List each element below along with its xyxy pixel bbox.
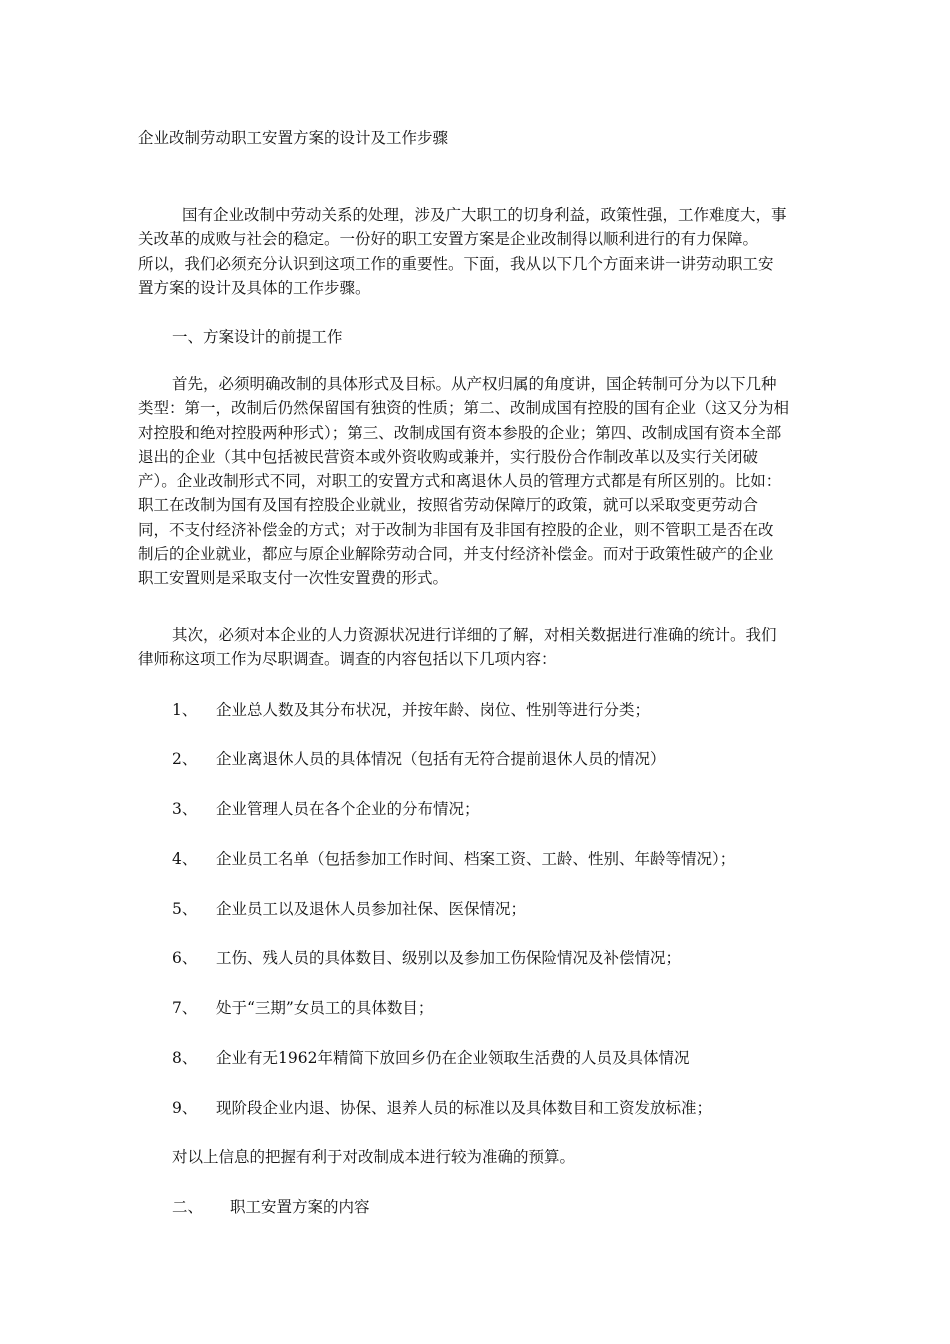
first-para-line: 首先，必须明确改制的具体形式及目标。从产权归属的角度讲，国企转制可分为以下几种	[172, 375, 777, 393]
intro-line: 所以，我们必须充分认识到这项工作的重要性。下面，我从以下几个方面来讲一讲劳动职工安	[138, 254, 774, 273]
first-para-line: 退出的企业（其中包括被民营资本或外资收购或兼并，实行股份合作制改革以及实行关闭破	[138, 447, 759, 466]
list-item	[172, 748, 666, 770]
closing-sentence: 对以上信息的把握有利于对改制成本进行较为准确的预算。	[172, 1148, 576, 1166]
list-item	[172, 947, 681, 969]
list-number: 8、	[172, 1049, 198, 1067]
list-text: 企业员工以及退休人员参加社保、医保情况；	[216, 900, 527, 918]
list-item	[172, 1047, 689, 1069]
list-number: 9、	[172, 1099, 198, 1117]
list-number: 3、	[172, 800, 198, 818]
document-title: 企业改制劳动职工安置方案的设计及工作步骤	[138, 129, 449, 147]
list-number: 2、	[172, 750, 198, 768]
list-item	[172, 699, 650, 721]
section-2-title: 职工安置方案的内容	[230, 1198, 370, 1216]
first-para-line: 对控股和绝对控股两种形式）；第三、改制成国有资本参股的企业；第四、改制成国有资本全部	[138, 423, 782, 442]
first-para-line: 职工在改制为国有及国有控股企业就业，按照省劳动保障厅的政策，就可以采取变更劳动合	[138, 496, 759, 515]
list-number: 5、	[172, 900, 198, 918]
first-para-line: 同，不支付经济补偿金的方式；对于改制为非国有及非国有控股的企业，则不管职工是否在改	[138, 520, 774, 539]
list-item	[172, 997, 433, 1019]
list-number: 6、	[172, 949, 198, 967]
list-text: 企业有无1962年精简下放回乡仍在企业领取生活费的人员及具体情况	[216, 1049, 690, 1067]
list-text: 企业员工名单（包括参加工作时间、档案工资、工龄、性别、年龄等情况）；	[216, 850, 736, 868]
list-number: 1、	[172, 701, 198, 719]
intro-paragraph	[138, 203, 814, 300]
second-paragraph	[138, 623, 814, 672]
list-text: 现阶段企业内退、协保、退养人员的标准以及具体数目和工资发放标准；	[216, 1099, 713, 1117]
second-para-line: 律师称这项工作为尽职调查。调查的内容包括以下几项内容：	[138, 650, 557, 669]
list-number: 4、	[172, 850, 198, 868]
list-text: 企业离退休人员的具体情况（包括有无符合提前退休人员的情况）	[216, 750, 666, 768]
intro-line: 国有企业改制中劳动关系的处理，涉及广大职工的切身利益，政策性强，工作难度大，事	[182, 206, 787, 224]
list-text: 企业总人数及其分布状况，并按年龄、岗位、性别等进行分类；	[216, 701, 651, 719]
list-item	[172, 848, 735, 870]
list-text: 企业管理人员在各个企业的分布情况；	[216, 800, 480, 818]
list-item	[172, 798, 480, 820]
intro-line: 关改革的成败与社会的稳定。一份好的职工安置方案是企业改制得以顺利进行的有力保障。	[138, 230, 759, 249]
first-paragraph	[138, 372, 814, 591]
first-para-line: 产）。企业改制形式不同，对职工的安置方式和离退休人员的管理方式都是有所区别的。比如：	[138, 472, 782, 491]
list-item	[172, 898, 526, 920]
first-para-line: 制后的企业就业，都应与原企业解除劳动合同，并支付经济补偿金。而对于政策性破产的企业	[138, 545, 774, 564]
second-para-line: 其次，必须对本企业的人力资源状况进行详细的了解，对相关数据进行准确的统计。我们	[172, 626, 777, 644]
section-1-heading: 一、方案设计的前提工作	[172, 328, 343, 346]
intro-line: 置方案的设计及具体的工作步骤。	[138, 278, 371, 297]
list-text: 处于“三期”女员工的具体数目；	[216, 999, 434, 1017]
first-para-line: 职工安置则是采取支付一次性安置费的形式。	[138, 569, 449, 588]
list-number: 7、	[172, 999, 198, 1017]
first-para-line: 类型：第一，改制后仍然保留国有独资的性质；第二、改制成国有控股的国有企业（这又分为相	[138, 399, 790, 418]
section-2-number: 二、	[172, 1198, 204, 1216]
list-item	[172, 1097, 712, 1119]
section-2-heading	[172, 1196, 370, 1218]
list-text: 工伤、残人员的具体数目、级别以及参加工伤保险情况及补偿情况；	[216, 949, 682, 967]
